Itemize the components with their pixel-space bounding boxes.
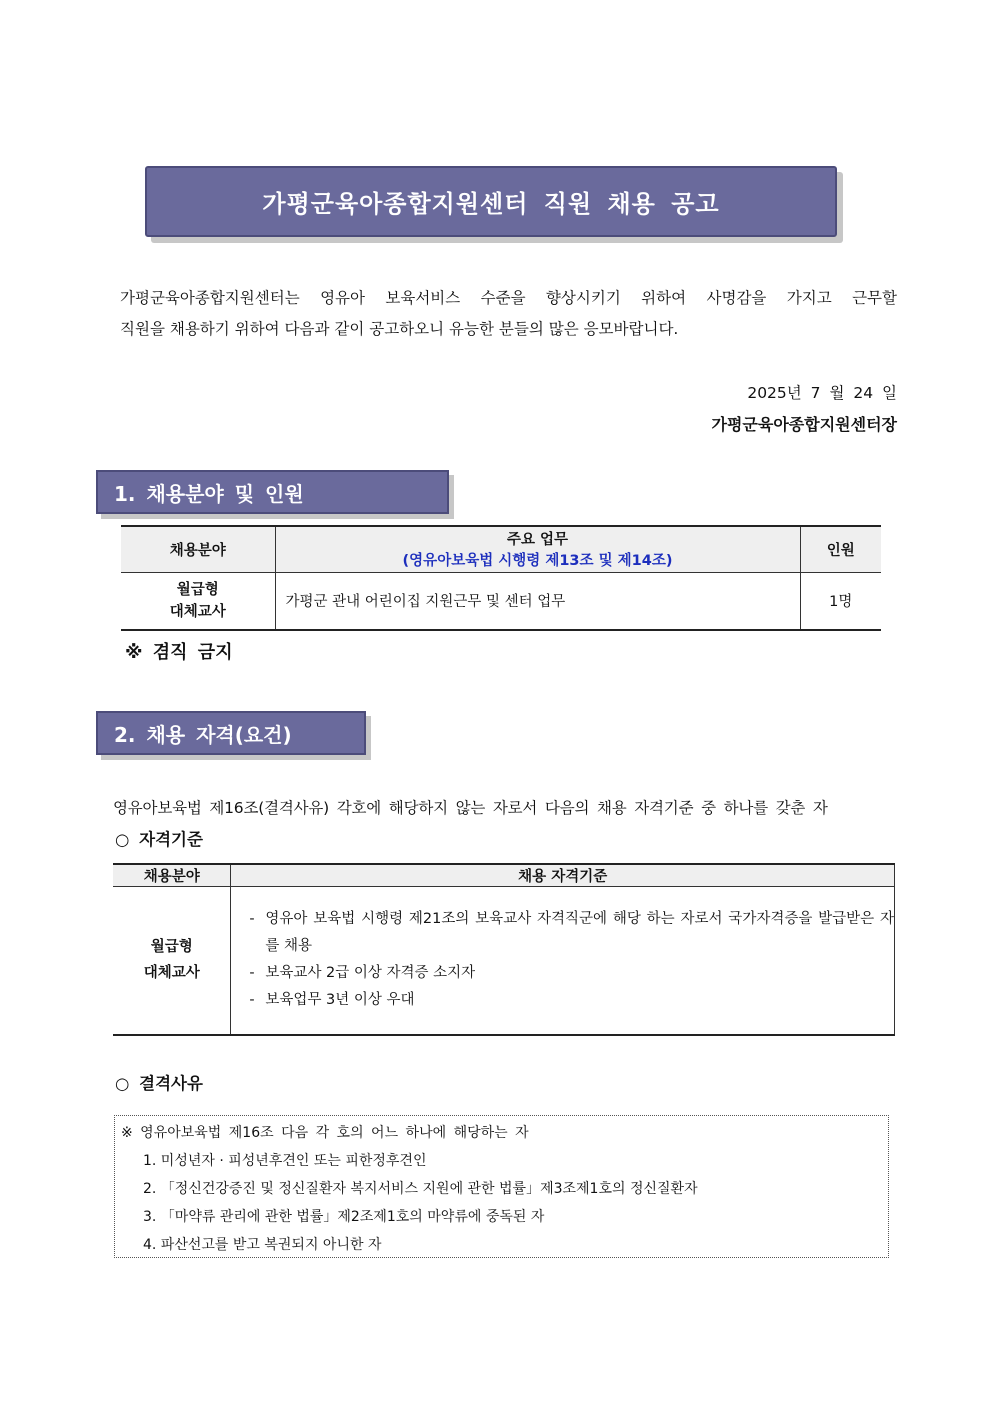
table-header-row — [113, 864, 895, 887]
intro-paragraph — [120, 283, 897, 345]
qualification-intro: 영유아보육법 제16조(결격사유) 각호에 해당하지 않는 자로서 다음의 채용 자격기준 중 하나를 갖춘 자 — [113, 799, 828, 817]
disqualification-list — [121, 1147, 882, 1259]
section-1-heading — [96, 470, 449, 514]
announcement-date: 2025년 7 월 24 일 — [747, 384, 897, 402]
field-line-1: 월급형 — [176, 581, 219, 598]
table-row — [113, 887, 895, 1035]
table-header-row — [121, 526, 881, 572]
disqualification-lead: ※ 영유아보육법 제16조 다음 각 호의 어느 하나에 해당하는 자 — [121, 1125, 529, 1141]
criteria-list — [231, 906, 894, 1014]
list-item: 2. 「정신건강증진 및 정신질환자 복지서비스 지원에 관한 법률」제3조제1호의 정신질환자 — [143, 1181, 698, 1197]
list-item: - 보육업무 3년 이상 우대 — [249, 987, 894, 1014]
signer: 가평군육아종합지원센터장 — [711, 415, 897, 434]
cell-field — [113, 887, 231, 1035]
cell-duty: 가평군 관내 어린이집 지원근무 및 센터 업무 — [275, 572, 800, 630]
list-item: 4. 파산선고를 받고 복권되지 아니한 자 — [143, 1237, 382, 1253]
disqualification-heading: ○ 결격사유 — [115, 1074, 203, 1093]
cell-criteria — [231, 887, 895, 1035]
header-field: 채용분야 — [113, 864, 231, 887]
page-title: 가평군육아종합지원센터 직원 채용 공고 — [262, 190, 720, 218]
section-2-heading — [96, 711, 366, 755]
header-duty-title: 주요 업무 — [506, 532, 569, 549]
header-field: 채용분야 — [121, 526, 275, 572]
header-count: 인원 — [800, 526, 881, 572]
field-line-2: 대체교사 — [143, 965, 200, 982]
section-1-heading-text: 1. 채용분야 및 인원 — [114, 481, 304, 506]
table-row — [121, 572, 881, 630]
title-banner — [145, 166, 837, 237]
field-line-1: 월급형 — [150, 939, 193, 956]
list-item: 1. 미성년자 · 피성년후견인 또는 피한정후견인 — [143, 1153, 427, 1169]
list-item: - 보육교사 2급 이상 자격증 소지자 — [249, 960, 894, 987]
header-criteria: 채용 자격기준 — [231, 864, 895, 887]
field-line-2: 대체교사 — [169, 603, 226, 620]
no-side-job-note: ※ 겸직 금지 — [125, 642, 233, 663]
disqualification-box — [114, 1115, 889, 1258]
header-duty-law: (영유아보육법 시행령 제13조 및 제14조) — [402, 553, 673, 570]
criteria-heading: ○ 자격기준 — [115, 830, 203, 849]
intro-line-2: 직원을 채용하기 위하여 다음과 같이 공고하오니 유능한 분들의 많은 응모바랍니다. — [120, 320, 679, 338]
intro-line-1: 가평군육아종합지원센터는 영유아 보육서비스 수준을 향상시키기 위하여 사명감을 가지고 근무할 — [120, 289, 897, 307]
recruitment-table — [121, 525, 881, 631]
list-item: - 영유아 보육법 시행령 제21조의 보육교사 자격직군에 해당 하는 자로서 국가자격증을 발급받은 자를 채용 — [249, 906, 894, 960]
cell-count: 1명 — [800, 572, 881, 630]
section-2-heading-text: 2. 채용 자격(요건) — [114, 722, 292, 747]
header-duty — [275, 526, 800, 572]
list-item: 3. 「마약류 관리에 관한 법률」제2조제1호의 마약류에 중독된 자 — [143, 1209, 545, 1225]
criteria-table — [113, 863, 895, 1036]
cell-field — [121, 572, 275, 630]
